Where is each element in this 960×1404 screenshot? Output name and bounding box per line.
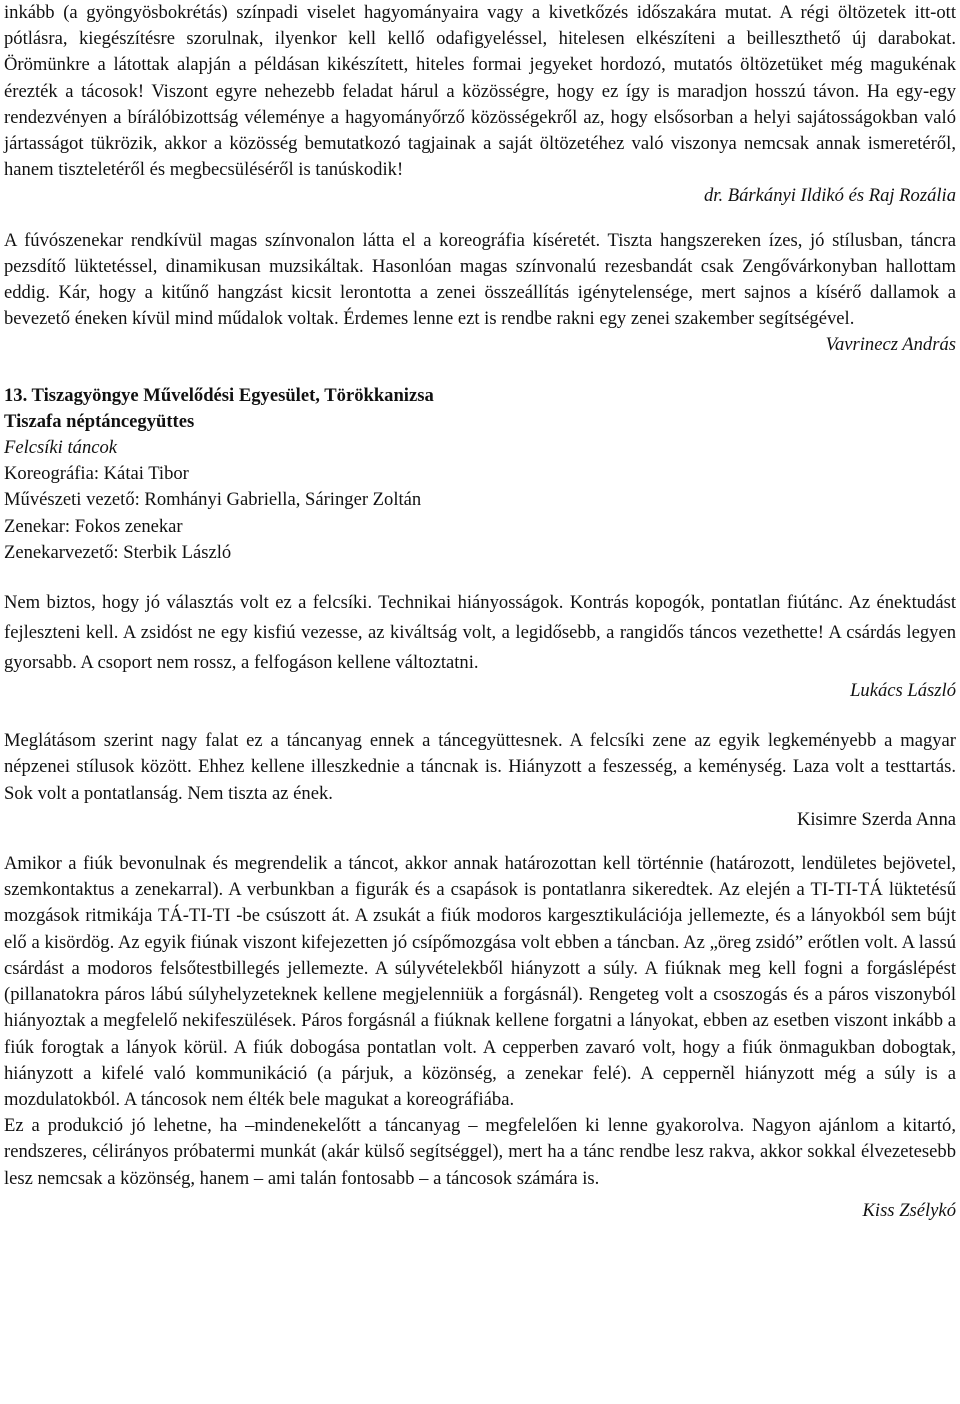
music-review-signature: Vavrinecz András	[825, 334, 956, 356]
review-paragraph-1: Nem biztos, hogy jó választás volt ez a felcsíki. Technikai hiányosságok. Kontrás kopogók, pontatlan fiútánc. Az énektudást fejleszteni kell. A zsidóst ne egy kisfiú vezesse, az kiváltság volt, a legidősebb, a rangidős táncos vezethette! A csárdás legyen gyorsabb. A csoport nem rossz, a felfogáson kellene változtatni.	[4, 592, 956, 674]
review-paragraph-2: Meglátásom szerint nagy falat ez a táncanyag ennek a táncegyüttesnek. A felcsíki zene az egyik legkeményebb a magyar népzenei stílusok között. Ehhez kellene illeszkednie a táncnak is. Hiányzott a feszesség, a keménység. Laza volt a testtartás. Sok volt a pontatlanság. Nem tiszta az ének.	[4, 730, 956, 804]
entry-choreography: Koreográfia: Kátai Tibor	[4, 463, 189, 485]
spacer	[4, 704, 956, 728]
spacer	[4, 359, 956, 383]
review-paragraph-3: Amikor a fiúk bevonulnak és megrendelik a táncot, akkor annak határozottan kell történnie (határozott, lendületes bejövetel, szemkontaktus a zenekarral). A verbunkban a figurák és a csapások is pontatlanra sikeredtek. Az elején a TI-TI-TÁ lüktetésű mozgások ritmikája TÁ-TI-TI -be csúszott át. A zsukát a fiúk modoros kargesztikulációja jellemezte, és a lányokból sem bújt elő a kisördög. Az egyik fiúnak viszont kifejezetten jó csípőmozgása volt ebben a táncban. Az „öreg zsidó” erőtlen volt. A lassú csárdást a modoros felsőtestbillegés jellemezte. A súlyvételekből hiányzott a súly. A fiúknak meg kell fogni a forgáslépést (pillanatokra páros lábú súlyhelyzeteknek kellene megjelenniük a forgásnál). Rengeteg volt a csoszogás és a páros viszonyból hiányoztak a megfelelő nekifeszülések. Páros forgásnál a fiúknak kellene forgatni a lányokat, ebben az esetben viszont inkább a fiúk forogtak a lányok körül. A fiúk dobogása pontatlan volt. A cepperben zavaró volt, hogy a fiúk önmagukban dobogtak, hiányzott a kifelé való kommunikáció (a párjuk, a közönség, a zenekar felé). A cepperněl hiányzott még a súly is a mozdulatokból. A táncosok nem élték bele magukat a koreográfiába.	[4, 853, 956, 1110]
entry-band: Zenekar: Fokos zenekar	[4, 515, 183, 537]
review-signature-2: Kisimre Szerda Anna	[796, 808, 956, 830]
spacer	[4, 566, 956, 588]
document-page	[4, 0, 956, 1224]
review-signature-3: Kiss Zsélykó	[862, 1199, 956, 1221]
entry-group: Tiszafa néptáncegyüttes	[4, 410, 195, 432]
entry-band-leader: Zenekarvezető: Sterbik László	[4, 541, 232, 563]
music-review-paragraph: A fúvószenekar rendkívül magas színvonalon látta el a koreográfia kíséretét. Tiszta hangszereken ízes, jó stílusban, táncra pezsdítő lüktetéssel, dinamikusan muzsikáltak. Hasonlóan magas színvonalú rezesbandát csak Zengővárkonyban hallottam eddig. Kár, hogy a kitűnő hangzást kicsit lerontotta a zenei összeállítás igénytelensége, mert sajnos a kísérő dallamok a bevezető éneken kívül mind műdalok voltak. Érdemes lenne ezt is rendbe rakni egy zenei szakember segítségével.	[4, 229, 956, 330]
spacer	[4, 210, 956, 228]
entry-title: 13. Tiszagyöngye Művelődési Egyesület, Törökkanizsa	[4, 384, 434, 406]
intro-paragraph: inkább (a gyöngyösbokrétás) színpadi viselet hagyományaira vagy a kivetkőzés időszakára mutat. A régi öltözetek itt-ott pótlásra, kiegészítésre szorulnak, ilyenkor kell kellő odafigyeléssel, hitelesen elkészíteni a beilleszthető új darabokat. Örömünkre a látottak alapján a példásan kikészített, hiteles formai jegyeket hordozó, mutatós öltözetüket még magukénak érezték a tácosok! Viszont egyre nehezebb feladat hárul a közösségre, hogy ez így is maradjon hosszú távon. Ha egy-egy rendezvényen a bírálóbizottság véleménye a hagyományőrző közösségekről az, hogy elsősorban a helyi sajátosságokban való jártasságot tükrözik, akkor a közösség bemutatkozó tagjainak a saját öltözetéhez való viszonya nemcsak annak ismeretéről, hanem tiszteletéről és megbecsüléséről is tanúskodik!	[4, 2, 956, 181]
intro-signature: dr. Bárkányi Ildikó és Raj Rozália	[703, 185, 956, 207]
entry-artistic-director: Művészeti vezető: Romhányi Gabriella, Sáringer Zoltán	[4, 489, 422, 511]
review-signature-1: Lukács László	[850, 680, 956, 702]
entry-piece: Felcsíki táncok	[4, 437, 118, 459]
review-paragraph-3b: Ez a produkció jó lehetne, ha –mindenekelőtt a táncanyag – megfelelően ki lenne gyakorolva. Nagyon ajánlom a kitartó, rendszeres, célirányos próbatermi munkát (akár külső segítséggel), mert ha a tánc rendbe lesz rakva, akkor sokkal élvezetesebb lesz nemcsak a közönség, hanem – ami talán fontosabb – a táncosok számára is.	[4, 1115, 956, 1189]
entry-header	[4, 383, 956, 566]
spacer	[4, 833, 956, 851]
